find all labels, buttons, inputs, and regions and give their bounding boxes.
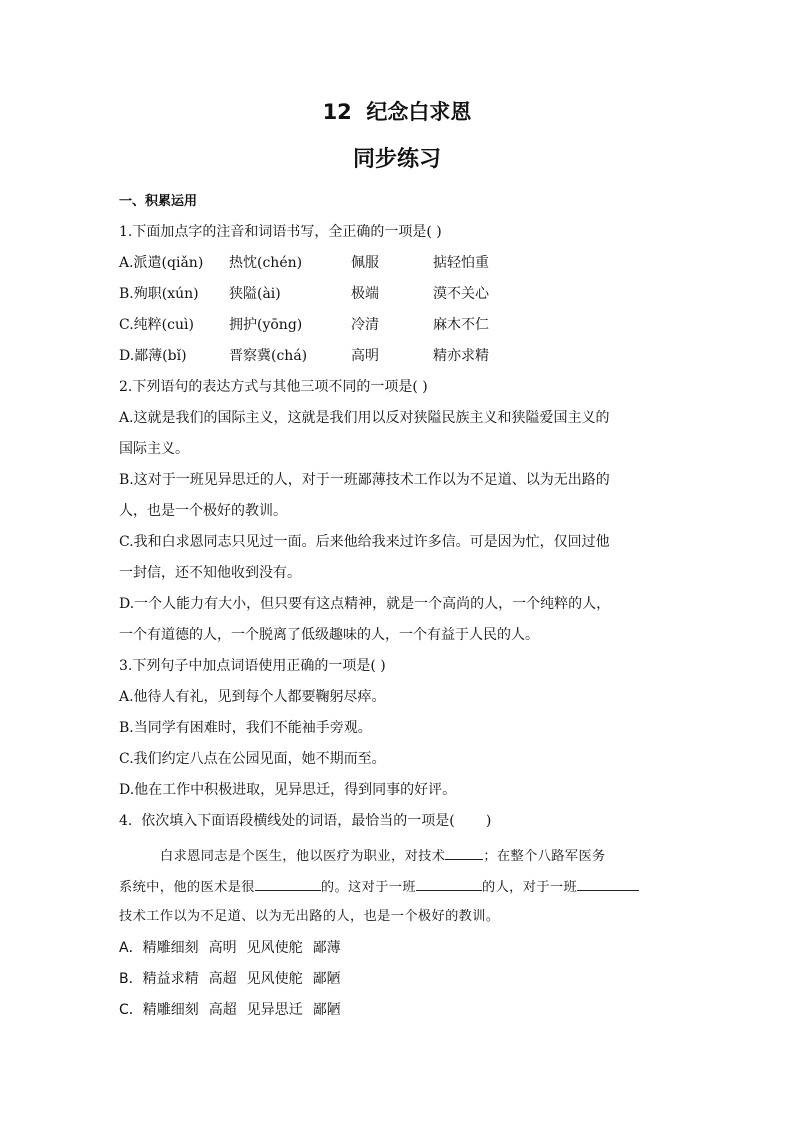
answer-blank (577, 876, 639, 891)
answer-text: B．精益求精 (119, 971, 199, 987)
q4-passage-line-2 (119, 876, 639, 898)
section-heading: 一、积累运用 (119, 194, 198, 209)
option-text: 晋察冀(chá) (229, 348, 308, 364)
option-text: 冷清 (351, 317, 379, 333)
answer-text: 高超 (208, 971, 237, 987)
q1-option-c (119, 315, 599, 335)
answer-text: 高明 (208, 940, 237, 956)
answer-blank (255, 876, 321, 891)
option-text: 精亦求精 (433, 348, 489, 364)
option-text: 极端 (351, 286, 379, 302)
q4-answer-b (119, 969, 351, 989)
q4-answer-c (119, 1000, 351, 1020)
answer-blank (445, 845, 483, 860)
option-text: 高明 (351, 348, 379, 364)
option-text: 佩服 (351, 255, 379, 271)
q2-option-line: D.一个人能力有大小，但只要有这点精神，就是一个高尚的人，一个纯粹的人， (119, 596, 611, 612)
q1-option-b (119, 284, 599, 304)
question-1-stem: 1.下面加点字的注音和词语书写，全正确的一项是( ) (119, 224, 442, 240)
q1-option-d (119, 346, 599, 366)
option-text: 热忱(chén) (229, 255, 303, 271)
q3-option-c: C.我们约定八点在公园见面，她不期而至。 (119, 751, 386, 767)
option-text: 掂轻怕重 (433, 255, 489, 271)
answer-text: C．精雕细刻 (119, 1002, 199, 1018)
question-3-stem: 3.下列句子中加点词语使用正确的一项是( ) (119, 658, 386, 674)
passage-text: ；在整个八路军医务 (483, 849, 606, 864)
q3-option-b: B.当同学有困难时，我们不能袖手旁观。 (119, 720, 372, 736)
answer-blank (416, 876, 482, 891)
passage-text: 的人，对于一班 (482, 880, 578, 895)
answer-text: 鄙陋 (312, 1002, 341, 1018)
option-text: 狭隘(ài) (229, 286, 281, 302)
question-4-stem: 4. 依次填入下面语段横线处的词语，最恰当的一项是( ) (119, 813, 492, 829)
passage-text: 白求恩同志是个医生，他以医疗为职业，对技术 (160, 849, 446, 864)
answer-text: 鄙陋 (312, 971, 341, 987)
passage-text: 系统中，他的医术是很 (119, 880, 255, 895)
worksheet-subtitle: 同步练习 (352, 147, 441, 172)
lesson-title: 12 纪念白求恩 (322, 100, 472, 124)
q1-option-a (119, 253, 599, 273)
question-2-stem: 2.下列语句的表达方式与其他三项不同的一项是( ) (119, 379, 428, 395)
option-text: B.殉职(xún) (119, 286, 199, 302)
q4-answer-a (119, 938, 351, 958)
answer-text: 见异思迁 (246, 1002, 303, 1018)
q2-option-line: 人，也是一个极好的教训。 (119, 503, 287, 519)
option-text: A.派遣(qiǎn) (119, 255, 204, 271)
q2-option-line: A.这就是我们的国际主义，这就是我们用以反对狭隘民族主义和狭隘爱国主义的 (119, 410, 610, 426)
answer-text: 鄙薄 (312, 940, 341, 956)
answer-text: A．精雕细刻 (119, 940, 199, 956)
passage-text: 的。这对于一班 (320, 880, 416, 895)
q2-option-line: 一封信，还不知他收到没有。 (119, 565, 301, 581)
option-text: D.鄙薄(bǐ) (119, 348, 187, 364)
answer-text: 见风使舵 (246, 940, 303, 956)
q4-passage-line-3: 技术工作以为不足道、以为无出路的人，也是一个极好的教训。 (119, 909, 500, 924)
answer-text: 高超 (208, 1002, 237, 1018)
option-text: 麻木不仁 (433, 317, 489, 333)
option-text: 漠不关心 (433, 286, 489, 302)
q3-option-a: A.他待人有礼，见到每个人都要鞠躬尽瘁。 (119, 689, 386, 705)
option-text: 拥护(yōng) (229, 317, 303, 333)
q4-passage-line-1 (160, 845, 606, 867)
option-text: C.纯粹(cuì) (119, 317, 194, 333)
q2-option-line: C.我和白求恩同志只见过一面。后来他给我来过许多信。可是因为忙，仅回过他 (119, 534, 610, 550)
answer-text: 见风使舵 (246, 971, 303, 987)
q3-option-d: D.他在工作中积极进取，见异思迁，得到同事的好评。 (119, 782, 457, 798)
q2-option-line: B.这对于一班见异思迁的人，对于一班鄙薄技术工作以为不足道、以为无出路的 (119, 472, 610, 488)
q2-option-line: 国际主义。 (119, 441, 189, 457)
q2-option-line: 一个有道德的人，一个脱离了低级趣味的人，一个有益于人民的人。 (119, 627, 539, 643)
